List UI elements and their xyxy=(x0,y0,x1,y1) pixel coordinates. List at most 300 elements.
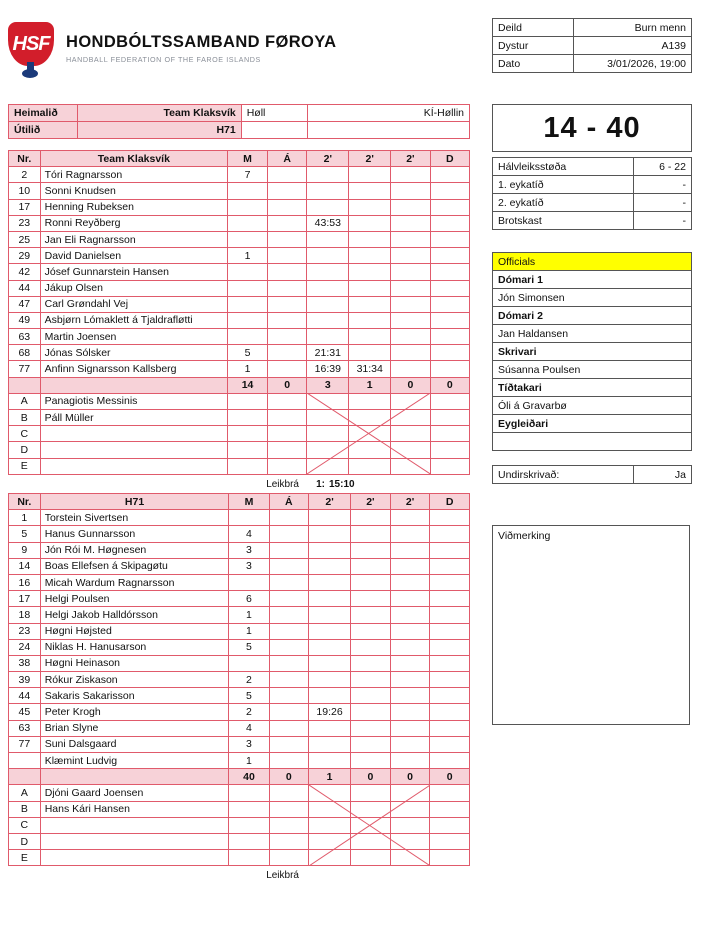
signature-value: Ja xyxy=(634,466,692,484)
player-suspension-3 xyxy=(390,623,430,639)
player-suspension-3 xyxy=(391,215,430,231)
staff-warnings xyxy=(269,833,309,849)
player-row xyxy=(9,720,470,736)
column-header: 2' xyxy=(307,151,349,167)
staff-name xyxy=(40,833,229,849)
player-disqualification xyxy=(430,312,469,328)
staff-goals xyxy=(228,393,268,409)
official-role-row xyxy=(493,307,692,325)
player-name: Martin Joensen xyxy=(40,329,227,345)
player-suspension-2 xyxy=(349,280,391,296)
player-goals: 4 xyxy=(229,720,269,736)
player-number: 2 xyxy=(9,167,41,183)
logo-ball xyxy=(22,69,38,78)
final-score: 14 - 40 xyxy=(492,104,692,152)
player-number: 18 xyxy=(9,607,41,623)
staff-suspension-3 xyxy=(390,801,430,817)
player-suspension-1 xyxy=(309,623,351,639)
player-disqualification xyxy=(430,248,469,264)
leikbra-label: Leikbrá xyxy=(266,870,299,881)
logo-initials: HSF xyxy=(8,22,54,66)
player-suspension-1: 16:39 xyxy=(307,361,349,377)
staff-disqualification xyxy=(430,801,470,817)
player-suspension-1 xyxy=(307,296,349,312)
player-row xyxy=(9,183,470,199)
player-row xyxy=(9,672,470,688)
player-goals: 1 xyxy=(229,623,269,639)
staff-suspension-3 xyxy=(391,393,430,409)
player-warnings xyxy=(268,231,307,247)
staff-disqualification xyxy=(430,833,470,849)
player-suspension-2 xyxy=(351,607,391,623)
player-number: 63 xyxy=(9,720,41,736)
remark-label: Viðmerking xyxy=(492,525,690,725)
leikbra-label: Leikbrá xyxy=(266,479,299,490)
player-number: 9 xyxy=(9,542,41,558)
player-row xyxy=(9,199,470,215)
player-suspension-2 xyxy=(349,199,391,215)
player-warnings xyxy=(269,753,309,769)
staff-name: Páll Müller xyxy=(40,410,227,426)
player-disqualification xyxy=(430,264,469,280)
player-row xyxy=(9,753,470,769)
player-suspension-2 xyxy=(351,736,391,752)
player-suspension-1 xyxy=(309,753,351,769)
player-suspension-3 xyxy=(390,672,430,688)
player-warnings xyxy=(269,591,309,607)
federation-logo-icon xyxy=(8,22,54,74)
player-name: Ronni Reyðberg xyxy=(40,215,227,231)
deild-value: Burn menn xyxy=(574,19,692,37)
player-goals: 5 xyxy=(228,345,268,361)
player-number: 63 xyxy=(9,329,41,345)
officials-table xyxy=(492,252,692,451)
staff-suspension-2 xyxy=(351,801,391,817)
player-disqualification xyxy=(430,655,470,671)
player-suspension-1 xyxy=(307,199,349,215)
player-name: Carl Grøndahl Vej xyxy=(40,296,227,312)
venue-empty-label xyxy=(241,122,307,139)
home-team-label: Heimalið xyxy=(9,105,78,122)
staff-goals xyxy=(228,458,268,474)
official-name xyxy=(493,433,692,451)
player-suspension-2 xyxy=(351,753,391,769)
staff-warnings xyxy=(269,850,309,866)
player-suspension-1 xyxy=(309,720,351,736)
player-suspension-2 xyxy=(349,215,391,231)
player-suspension-2 xyxy=(351,688,391,704)
dystur-value: A139 xyxy=(574,37,692,55)
player-warnings xyxy=(269,510,309,526)
staff-goals xyxy=(229,785,269,801)
deild-label: Deild xyxy=(493,19,574,37)
score-panel xyxy=(492,104,692,230)
player-disqualification xyxy=(430,753,470,769)
column-header: 2' xyxy=(391,151,430,167)
staff-suspension-3 xyxy=(391,442,430,458)
staff-name xyxy=(40,817,229,833)
staff-suspension-3 xyxy=(390,833,430,849)
staff-row xyxy=(9,801,470,817)
player-suspension-2 xyxy=(351,672,391,688)
staff-row xyxy=(9,850,470,866)
federation-subtitle: HANDBALL FEDERATION OF THE FAROE ISLANDS xyxy=(66,54,261,64)
column-header: 2' xyxy=(351,494,391,510)
player-suspension-3 xyxy=(390,591,430,607)
player-row xyxy=(9,361,470,377)
player-suspension-2 xyxy=(351,526,391,542)
player-disqualification xyxy=(430,542,470,558)
match-info-table xyxy=(8,104,470,139)
player-name: Hanus Gunnarsson xyxy=(40,526,229,542)
staff-suspension-1 xyxy=(307,458,349,474)
away-team-table xyxy=(8,493,470,866)
player-disqualification xyxy=(430,558,470,574)
player-row xyxy=(9,215,470,231)
player-disqualification xyxy=(430,361,469,377)
player-goals xyxy=(228,280,268,296)
player-row xyxy=(9,231,470,247)
player-suspension-2 xyxy=(349,329,391,345)
player-name: Helgi Poulsen xyxy=(40,591,229,607)
player-name: Høgni Heinason xyxy=(40,655,229,671)
player-suspension-1 xyxy=(309,655,351,671)
player-warnings xyxy=(269,688,309,704)
player-row xyxy=(9,607,470,623)
player-suspension-1 xyxy=(309,736,351,752)
player-goals: 5 xyxy=(229,639,269,655)
player-warnings xyxy=(269,639,309,655)
player-warnings xyxy=(268,167,307,183)
staff-suspension-1 xyxy=(309,833,351,849)
player-suspension-2 xyxy=(349,345,391,361)
player-goals xyxy=(228,231,268,247)
player-warnings xyxy=(269,736,309,752)
player-warnings xyxy=(268,215,307,231)
player-name: Høgni Højsted xyxy=(40,623,229,639)
column-header: D xyxy=(430,151,469,167)
player-suspension-2 xyxy=(349,167,391,183)
staff-suspension-2 xyxy=(349,458,391,474)
staff-letter: C xyxy=(9,817,41,833)
player-name: Suni Dalsgaard xyxy=(40,736,229,752)
player-row xyxy=(9,655,470,671)
away-leikbra-footer xyxy=(8,868,470,881)
staff-suspension-1 xyxy=(309,801,351,817)
staff-disqualification xyxy=(430,817,470,833)
player-row xyxy=(9,574,470,590)
staff-disqualification xyxy=(430,458,469,474)
player-suspension-3 xyxy=(390,526,430,542)
column-header: H71 xyxy=(40,494,229,510)
player-goals: 1 xyxy=(228,248,268,264)
player-suspension-2 xyxy=(351,510,391,526)
staff-letter: E xyxy=(9,458,41,474)
player-warnings xyxy=(268,345,307,361)
player-row xyxy=(9,329,470,345)
player-goals xyxy=(228,329,268,345)
player-suspension-3 xyxy=(390,542,430,558)
staff-disqualification xyxy=(430,850,470,866)
player-number: 38 xyxy=(9,655,41,671)
player-suspension-2 xyxy=(351,639,391,655)
staff-goals xyxy=(229,833,269,849)
player-suspension-3 xyxy=(390,736,430,752)
halftime-label: Hálvleiksstøða xyxy=(493,158,634,176)
player-suspension-3 xyxy=(390,639,430,655)
player-disqualification xyxy=(430,574,470,590)
team-header-row xyxy=(9,151,470,167)
player-number: 44 xyxy=(9,688,41,704)
leikbra-count: 1: xyxy=(316,479,325,490)
player-row xyxy=(9,345,470,361)
player-number: 45 xyxy=(9,704,41,720)
staff-letter: B xyxy=(9,410,41,426)
staff-letter: A xyxy=(9,785,41,801)
player-suspension-1 xyxy=(309,510,351,526)
official-name-row xyxy=(493,397,692,415)
staff-suspension-3 xyxy=(391,458,430,474)
staff-row xyxy=(9,785,470,801)
staff-row xyxy=(9,442,470,458)
staff-letter: B xyxy=(9,801,41,817)
staff-suspension-2 xyxy=(351,817,391,833)
player-row xyxy=(9,167,470,183)
official-role-row xyxy=(493,271,692,289)
totals-suspension-3: 0 xyxy=(391,377,430,393)
extratime1-label: 1. eykatíð xyxy=(493,176,634,194)
staff-disqualification xyxy=(430,393,469,409)
player-number: 29 xyxy=(9,248,41,264)
penalty-row xyxy=(493,212,692,230)
column-header: 2' xyxy=(349,151,391,167)
player-suspension-3 xyxy=(390,655,430,671)
staff-suspension-2 xyxy=(349,426,391,442)
column-header: Á xyxy=(269,494,309,510)
extratime1-row xyxy=(493,176,692,194)
column-header: Nr. xyxy=(9,494,41,510)
player-warnings xyxy=(268,361,307,377)
player-name: Asbjørn Lómaklett á Tjaldrafløtti xyxy=(40,312,227,328)
meta-row-dato xyxy=(493,55,692,73)
official-role: Dómari 1 xyxy=(493,271,692,289)
player-name: Micah Wardum Ragnarsson xyxy=(40,574,229,590)
player-row xyxy=(9,280,470,296)
signature-label: Undirskrivað: xyxy=(493,466,634,484)
player-suspension-2 xyxy=(349,231,391,247)
staff-suspension-1 xyxy=(309,850,351,866)
player-suspension-3 xyxy=(391,199,430,215)
player-disqualification xyxy=(430,607,470,623)
player-disqualification xyxy=(430,231,469,247)
totals-suspension-1: 1 xyxy=(309,769,351,785)
player-disqualification xyxy=(430,280,469,296)
staff-goals xyxy=(228,410,268,426)
player-number: 24 xyxy=(9,639,41,655)
player-suspension-3 xyxy=(391,248,430,264)
player-name: Anfinn Signarsson Kallsberg xyxy=(40,361,227,377)
remark-panel xyxy=(492,525,692,725)
player-name: Helgi Jakob Halldórsson xyxy=(40,607,229,623)
meta-table xyxy=(492,18,692,73)
player-warnings xyxy=(269,574,309,590)
player-warnings xyxy=(269,607,309,623)
staff-name xyxy=(40,442,227,458)
player-suspension-1 xyxy=(307,312,349,328)
staff-warnings xyxy=(268,393,307,409)
player-suspension-3 xyxy=(390,558,430,574)
staff-suspension-2 xyxy=(349,442,391,458)
totals-goals: 40 xyxy=(229,769,269,785)
staff-suspension-1 xyxy=(307,393,349,409)
player-number: 17 xyxy=(9,199,41,215)
player-suspension-1 xyxy=(309,639,351,655)
player-name: Boas Ellefsen á Skipagøtu xyxy=(40,558,229,574)
player-suspension-3 xyxy=(390,720,430,736)
player-name: Peter Krogh xyxy=(40,704,229,720)
player-disqualification xyxy=(430,167,469,183)
staff-name xyxy=(40,458,227,474)
totals-number xyxy=(9,769,41,785)
staff-suspension-2 xyxy=(351,850,391,866)
player-disqualification xyxy=(430,736,470,752)
player-suspension-2 xyxy=(351,623,391,639)
player-row xyxy=(9,264,470,280)
team-totals-row xyxy=(9,377,470,393)
player-name: Jákup Olsen xyxy=(40,280,227,296)
meta-panel xyxy=(492,18,692,73)
player-number: 10 xyxy=(9,183,41,199)
player-suspension-1 xyxy=(309,607,351,623)
player-suspension-1 xyxy=(309,526,351,542)
staff-row xyxy=(9,393,470,409)
player-number: 77 xyxy=(9,361,41,377)
meta-row-deild xyxy=(493,19,692,37)
player-row xyxy=(9,688,470,704)
player-row xyxy=(9,639,470,655)
staff-disqualification xyxy=(430,410,469,426)
totals-suspension-3: 0 xyxy=(390,769,430,785)
official-role-row xyxy=(493,415,692,433)
player-suspension-1 xyxy=(307,280,349,296)
player-warnings xyxy=(268,280,307,296)
player-disqualification xyxy=(430,510,470,526)
official-role: Dómari 2 xyxy=(493,307,692,325)
official-name: Súsanna Poulsen xyxy=(493,361,692,379)
player-goals: 1 xyxy=(228,361,268,377)
player-goals: 2 xyxy=(229,704,269,720)
staff-suspension-2 xyxy=(349,393,391,409)
staff-row xyxy=(9,833,470,849)
player-row xyxy=(9,591,470,607)
player-suspension-1 xyxy=(309,558,351,574)
player-suspension-1: 19:26 xyxy=(309,704,351,720)
player-warnings xyxy=(269,623,309,639)
officials-panel xyxy=(492,252,692,484)
venue-label: Høll xyxy=(241,105,307,122)
staff-disqualification xyxy=(430,785,470,801)
venue-name: KÍ-Høllin xyxy=(308,105,470,122)
match-info-row-home xyxy=(9,105,470,122)
totals-disqualification: 0 xyxy=(430,377,469,393)
venue-empty-value xyxy=(308,122,470,139)
staff-letter: C xyxy=(9,426,41,442)
player-suspension-2 xyxy=(351,542,391,558)
official-name: Óli á Gravarbø xyxy=(493,397,692,415)
player-warnings xyxy=(269,558,309,574)
totals-name xyxy=(40,377,227,393)
player-number: 77 xyxy=(9,736,41,752)
staff-warnings xyxy=(269,785,309,801)
totals-suspension-2: 1 xyxy=(349,377,391,393)
extratime2-label: 2. eykatíð xyxy=(493,194,634,212)
player-name: Jan Eli Ragnarsson xyxy=(40,231,227,247)
player-suspension-2 xyxy=(351,704,391,720)
player-disqualification xyxy=(430,672,470,688)
totals-warnings: 0 xyxy=(269,769,309,785)
player-name: Henning Rubeksen xyxy=(40,199,227,215)
player-suspension-1: 43:53 xyxy=(307,215,349,231)
player-number: 68 xyxy=(9,345,41,361)
player-number: 49 xyxy=(9,312,41,328)
totals-suspension-2: 0 xyxy=(351,769,391,785)
staff-suspension-1 xyxy=(307,410,349,426)
player-suspension-3 xyxy=(391,329,430,345)
player-suspension-1 xyxy=(309,688,351,704)
player-suspension-3 xyxy=(391,296,430,312)
player-disqualification xyxy=(430,215,469,231)
player-row xyxy=(9,704,470,720)
player-number: 25 xyxy=(9,231,41,247)
player-suspension-3 xyxy=(391,167,430,183)
officials-heading: Officials xyxy=(493,253,692,271)
player-warnings xyxy=(269,720,309,736)
staff-name: Djóni Gaard Joensen xyxy=(40,785,229,801)
player-suspension-3 xyxy=(390,510,430,526)
staff-goals xyxy=(229,801,269,817)
player-goals: 4 xyxy=(229,526,269,542)
home-leikbra-footer xyxy=(8,477,470,490)
column-header: D xyxy=(430,494,470,510)
player-number: 14 xyxy=(9,558,41,574)
player-goals: 2 xyxy=(229,672,269,688)
player-number: 17 xyxy=(9,591,41,607)
staff-suspension-1 xyxy=(307,442,349,458)
away-team-name: H71 xyxy=(78,122,242,139)
halftime-row xyxy=(493,158,692,176)
totals-warnings: 0 xyxy=(268,377,307,393)
player-goals xyxy=(228,312,268,328)
player-suspension-3 xyxy=(390,574,430,590)
official-role: Eygleiðari xyxy=(493,415,692,433)
player-disqualification xyxy=(430,623,470,639)
player-number: 44 xyxy=(9,280,41,296)
column-header: 2' xyxy=(309,494,351,510)
player-name: Jón Rói M. Høgnesen xyxy=(40,542,229,558)
halftime-value: 6 - 22 xyxy=(634,158,692,176)
signature-table xyxy=(492,465,692,484)
player-suspension-1 xyxy=(309,672,351,688)
player-number: 1 xyxy=(9,510,41,526)
player-goals: 1 xyxy=(229,753,269,769)
totals-goals: 14 xyxy=(228,377,268,393)
column-header: M xyxy=(229,494,269,510)
player-warnings xyxy=(268,329,307,345)
player-goals: 1 xyxy=(229,607,269,623)
totals-disqualification: 0 xyxy=(430,769,470,785)
player-goals: 7 xyxy=(228,167,268,183)
player-suspension-2 xyxy=(351,591,391,607)
